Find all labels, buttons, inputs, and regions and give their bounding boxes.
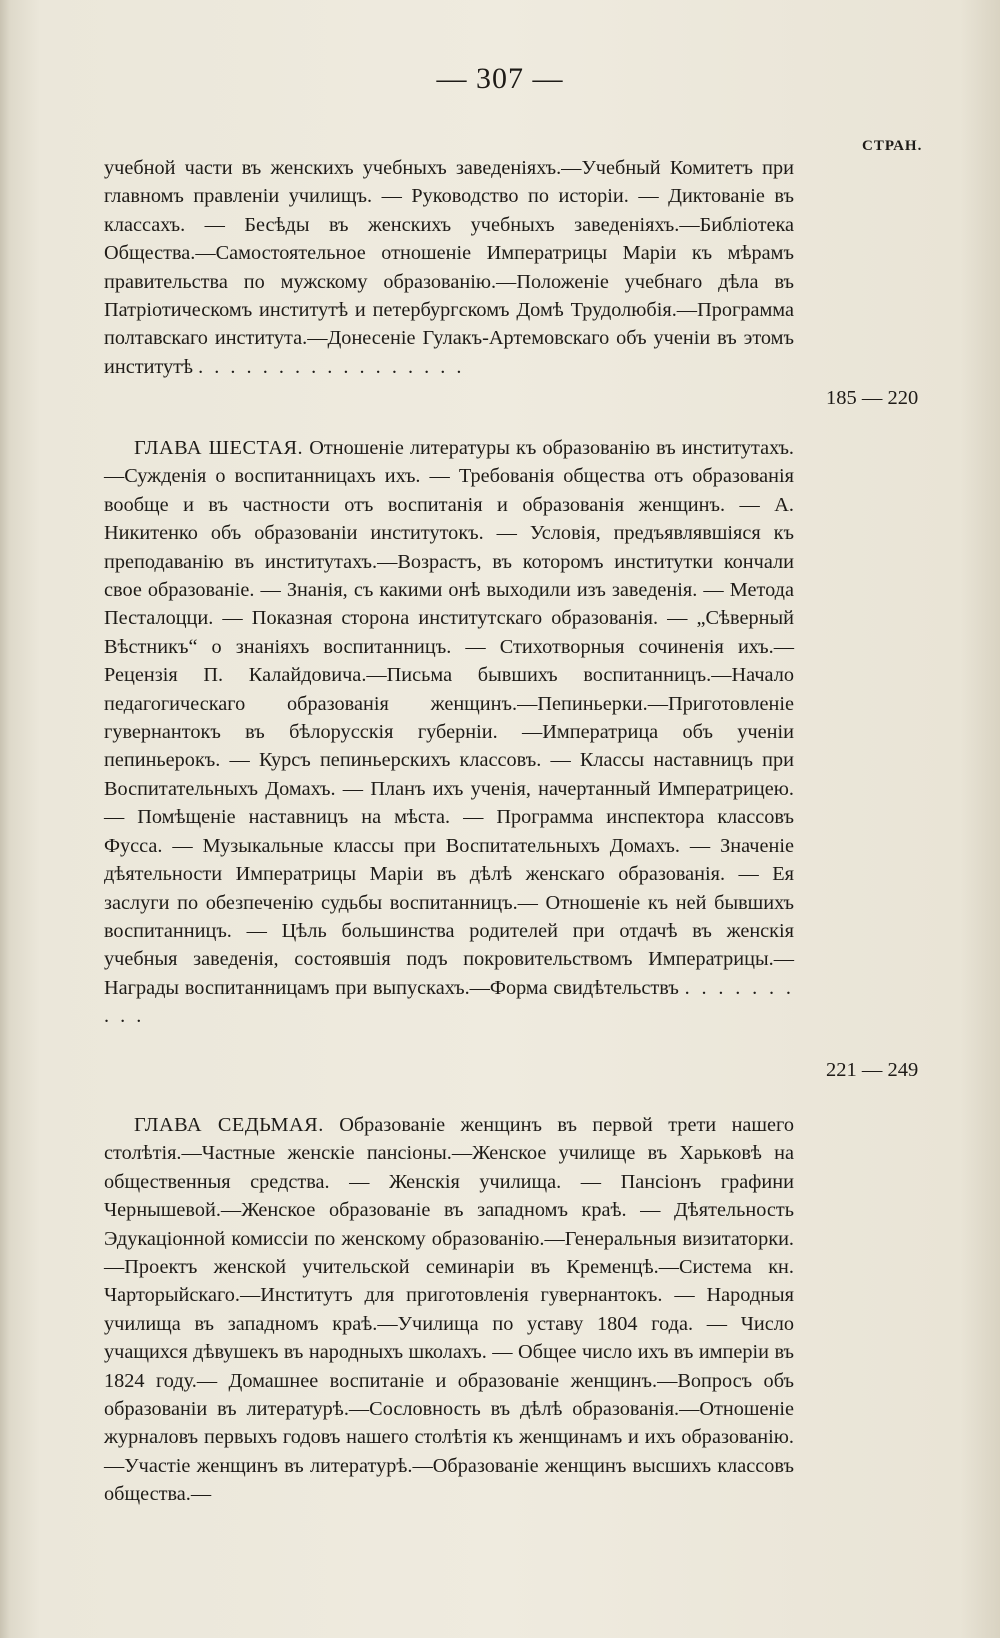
dot-leaders: . . . . . . . . . . [104, 976, 794, 1028]
chapter-title: ГЛАВА ШЕСТАЯ. [134, 437, 304, 459]
toc-entry-text: Образованіе женщинъ въ первой трети нашего столѣтія.—Частные женскіе пансіоны.—Женское училище въ Харьковѣ на общественныя средства. — Женскія училища. — Пансіонъ графини Чернышевой.—Женское образованіе въ западномъ краѣ. — Дѣятельность Эдукаціонной комиссіи по женскому образованію.—Генеральныя визитаторки.—Проектъ женской учительской семинаріи въ Кременцѣ.—Система кн. Чарторыйскаго.—Институтъ для приготовленія гувернантокъ. — Народныя училища въ западномъ краѣ.—Училища по уставу 1804 года. — Число учащихся дѣвушекъ въ народныхъ школахъ. — Общее число ихъ въ имперіи въ 1824 году.— Домашнее воспитаніе и образованіе женщинъ.—Вопросъ объ образованіи въ литературѣ.—Сословность въ дѣлѣ образованія.—Отношеніе журналовъ первыхъ годовъ нашего столѣтія къ женщинамъ и ихъ образованію.—Участіе женщинъ въ литературѣ.—Образованіе женщинъ высшихъ классовъ общества.— [104, 1114, 794, 1506]
chapter-title: ГЛАВА СЕДЬМАЯ. [134, 1114, 324, 1136]
toc-entry-chapter-7 [104, 1111, 794, 1509]
toc-entry-text: учебной части въ женскихъ учебныхъ заведеніяхъ.—Учебный Комитетъ при главномъ правленіи училищъ. — Руководство по исторіи. — Диктованіе въ классахъ. — Бесѣды въ женскихъ учебныхъ заведеніяхъ.—Библіотека Общества.—Самостоятельное отношеніе Императрицы Маріи къ мѣрамъ правительства по мужскому образованію.—Положеніе учебнаго дѣла въ Патріотическомъ институтѣ и петербургскомъ Домѣ Трудолюбія.—Программа полтавскаго института.—Донесеніе Гулакъ-Артемовскаго объ ученіи въ этомъ институтѣ [104, 157, 794, 378]
toc-page-range: 221 — 249 [826, 1059, 919, 1081]
column-heading-pages: СТРАН. [862, 138, 923, 154]
toc-entry-text: Отношеніе литературы къ образованію въ институтахъ.—Сужденія о воспитанницахъ ихъ. — Требованія общества отъ образованія вообще и въ частности отъ воспитанія и образованія женщинъ. — А. Никитенко объ образованіи институтокъ. — Условія, предъявлявшіяся къ преподаванію въ институтахъ.—Возрастъ, въ которомъ институтки кончали свое образованіе. — Знанія, съ какими онѣ выходили изъ заведенія. — Метода Песталоцци. — Показная сторона институтскаго образованія. — „Сѣверный Вѣстникъ“ о знаніяхъ воспитанницъ. — Стихотворныя сочиненія ихъ.—Рецензія П. Калайдовича.—Письма бывшихъ воспитанницъ.—Начало педагогическаго образованія женщинъ.—Пепиньерки.—Приготовленіе гувернантокъ въ бѣлорусскія губерніи. —Императрица объ ученіи пепиньерокъ. — Курсъ пепиньерскихъ классовъ. — Классы наставницъ при Воспитательныхъ Домахъ. — Планъ ихъ ученія, начертанный Императрицею. — Помѣщеніе наставницъ на мѣста. — Программа инспектора классовъ Фусса. — Музыкальные классы при Воспитательныхъ Домахъ. — Значеніе дѣятельности Императрицы Маріи въ дѣлѣ женскаго образованія. — Ея заслуги по обезпеченію судьбы воспитанницъ.— Отношеніе къ ней бывшихъ воспитанницъ. — Цѣль большинства родителей при отдачѣ въ женскія учебныя заведенія, состоявшія подъ покровительствомъ Императрицы.—Награды воспитанницамъ при выпускахъ.—Форма свидѣтельствъ [104, 437, 794, 999]
toc-entry-chapter-6 [104, 434, 794, 1031]
toc-entry-continued [104, 154, 794, 381]
dot-leaders: . . . . . . . . . . . . . . . . . [198, 355, 465, 378]
toc-page-range: 185 — 220 [826, 387, 919, 409]
page-number: — 307 — [436, 62, 564, 95]
